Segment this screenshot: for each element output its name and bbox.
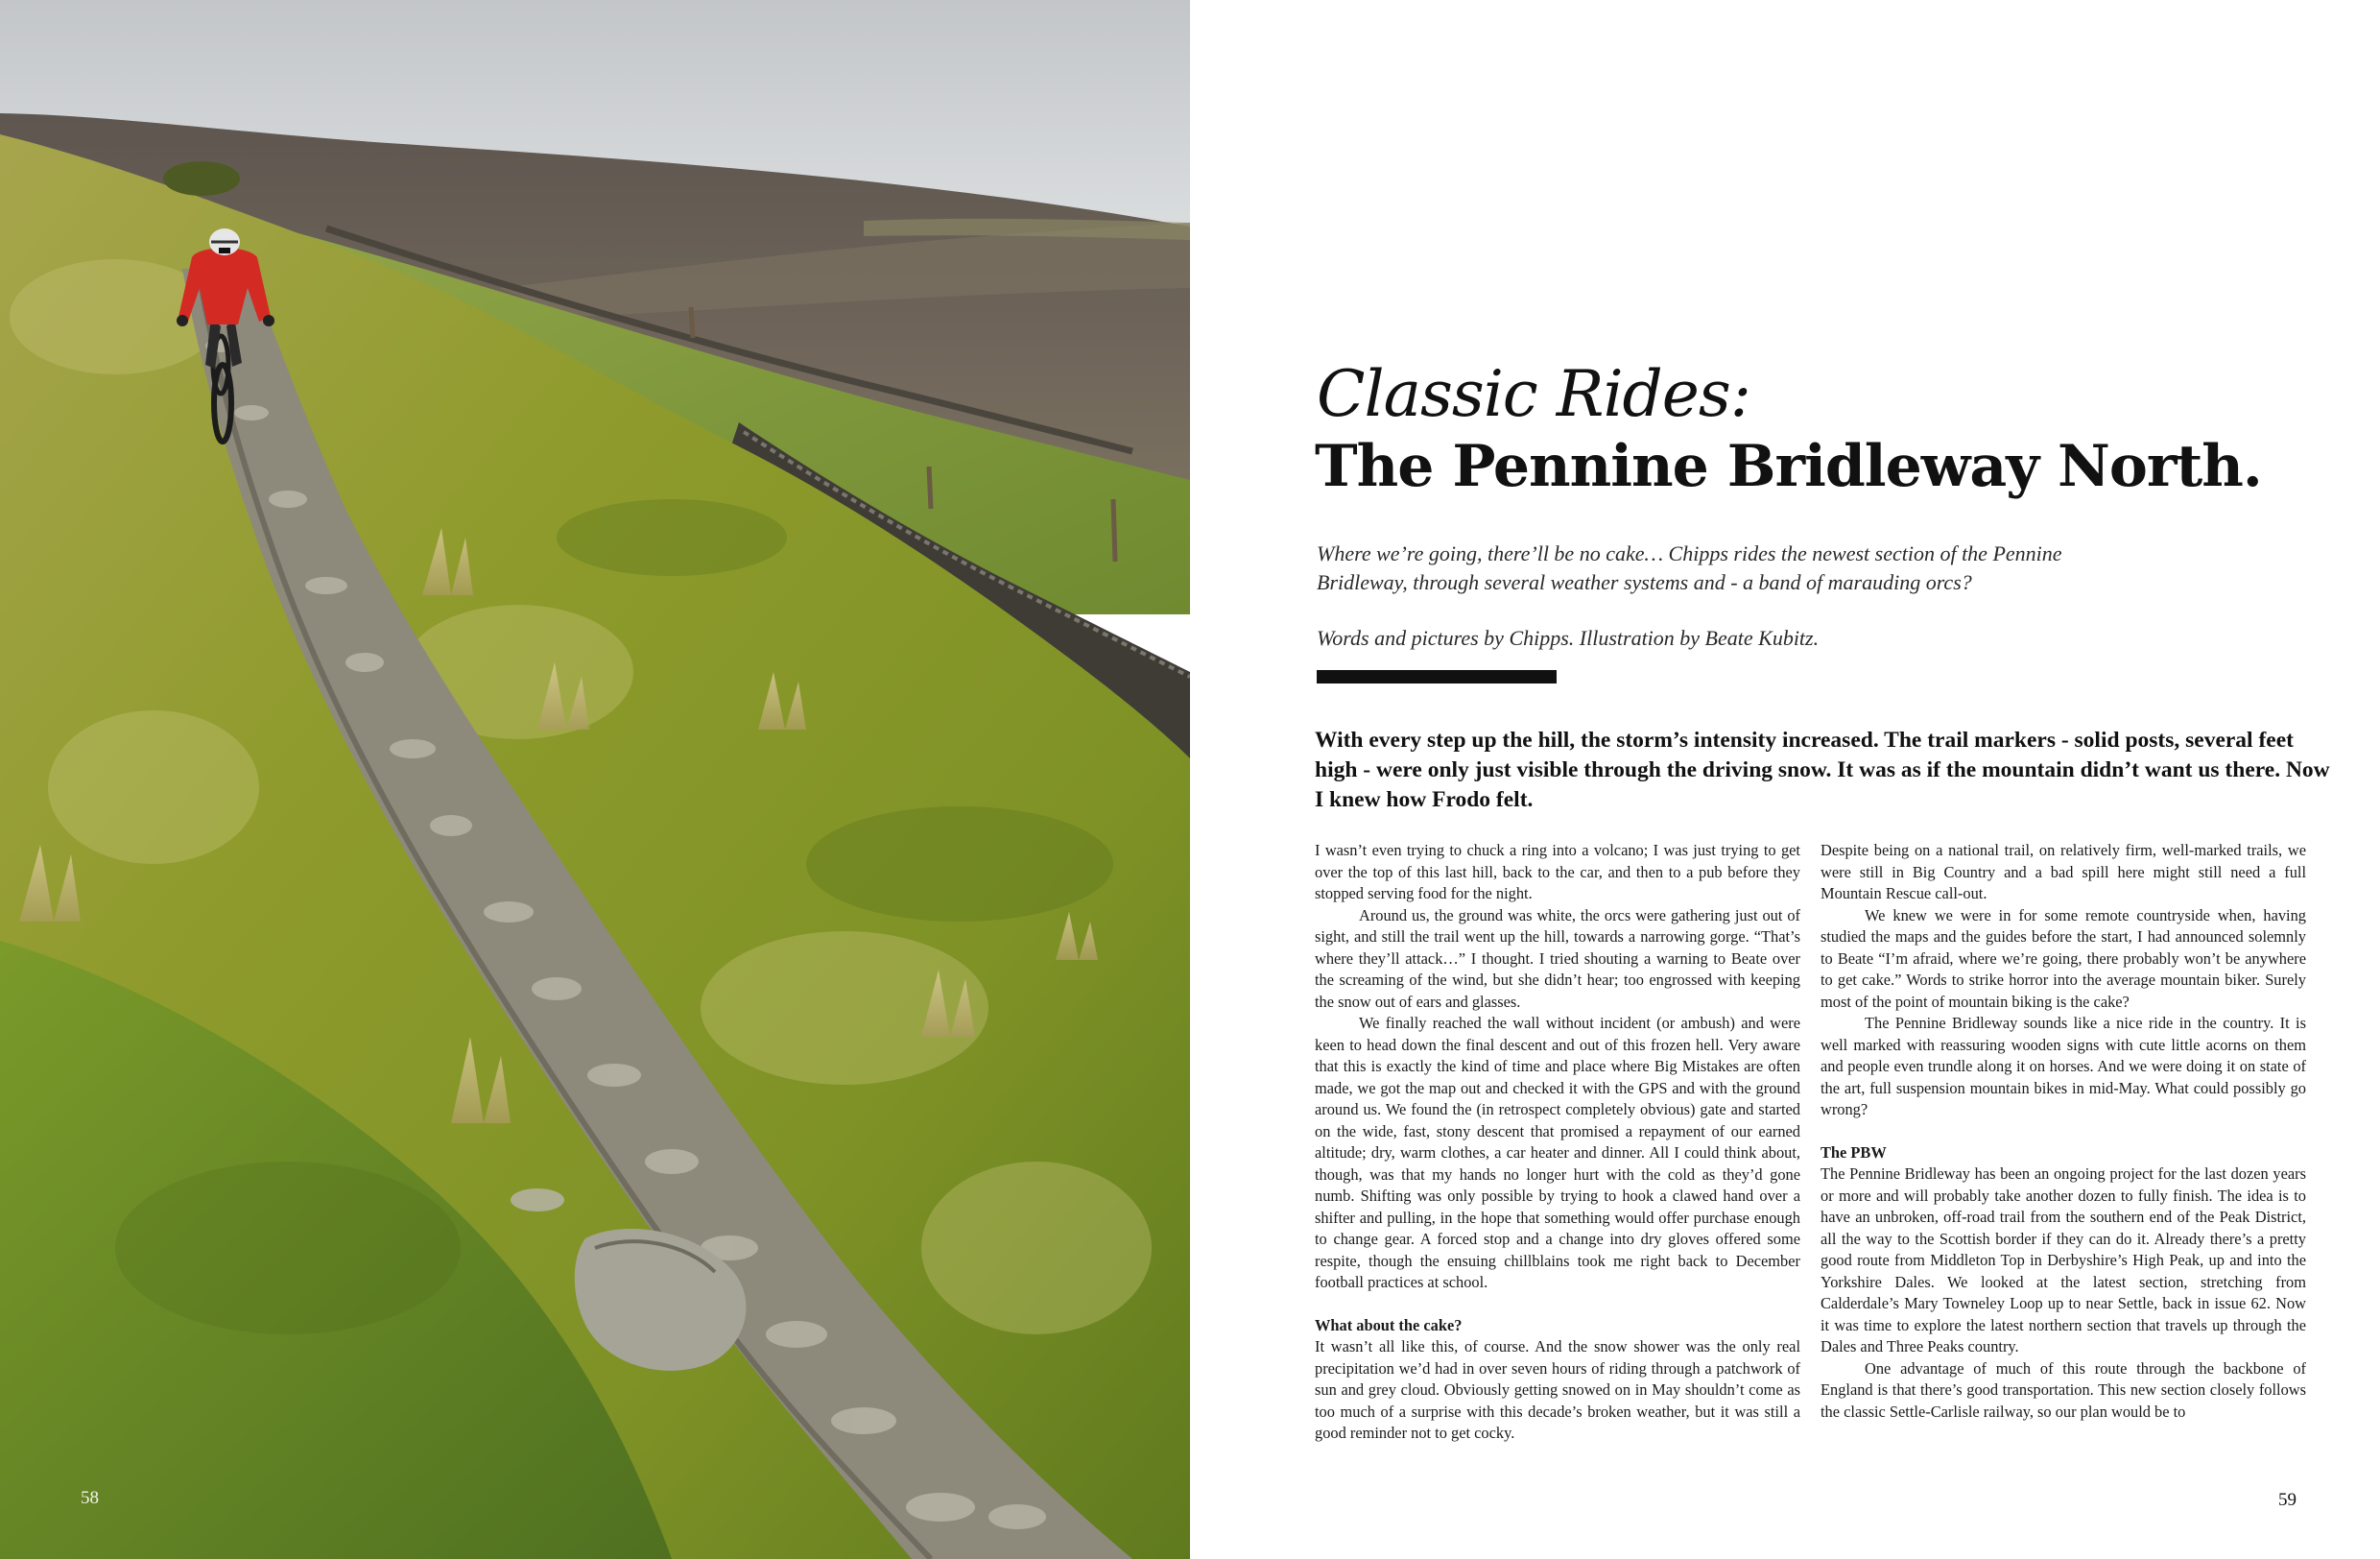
body-paragraph: Despite being on a national trail, on relatively firm, well-marked trails, we were still in Big Country and a bad spill here might still need a full Mountain Rescue call-out.	[1821, 841, 2306, 902]
body-paragraph: The Pennine Bridleway has been an ongoing project for the last dozen years or more and will probably take another dozen to fully finish. The idea is to have an unbroken, off-road trail from the southern end of the Peak District, all the way to the Scottish border if they can do it. Already there’s a pretty good route from Middleton Top in Derbyshire’s High Peak, up and into the Yorkshire Dales. We looked at the latest section, stretching from Calderdale’s Mary Towneley Loop up to near Settle, back in issue 62. Now it was time to explore the latest northern section that travels up through the Dales and Three Peaks country.	[1821, 1164, 2306, 1355]
body-paragraph: We knew we were in for some remote countryside when, having studied the maps and the guides before the start, I had announced solemnly to Beate “I’m afraid, where we’re going, there probably won’t be anywhere to get cake.” Words to strike horror into the average mountain biker. Surely most of the point of mountain biking is the cake?	[1821, 905, 2306, 1011]
body-paragraph: We finally reached the wall without incident (or ambush) and were keen to head down the final descent and out of this frozen hell. Very aware that this is exactly the kind of time and place where Big Mistakes are often made, we got the map out and checked it with the GPS and with the ground around us. We found the (in retrospect completely obvious) gate and started on the wide, fast, stony descent that promised a repayment of our earned altitude; dry, warm clothes, a car heater and dinner. All I could think about, though, was that my hands no longer hurt with the cold as they’d gone numb. Shifting was only possible by trying to hook a clawed hand over a shifter and pulling, in the hope that something would offer purchase enough to change gear. A forced stop and a change into dry gloves offered some respite, though the ensuing chillblains took me right back to December football practices at school.	[1315, 1014, 1800, 1291]
body-paragraph: Around us, the ground was white, the orcs were gathering just out of sight, and still the trail went up the hill, towards a narrowing gorge. “That’s where they’ll attack…” I thought. I tried shouting a warning to Beate over the screaming of the wind, but she didn’t hear; too engrossed with keeping the snow out of ears and glasses.	[1315, 905, 1800, 1011]
article-title: The Pennine Bridleway North.	[1315, 433, 2262, 500]
body-column-2	[1821, 840, 2306, 1423]
body-paragraph: One advantage of much of this route through the backbone of England is that there’s good transportation. This new section closely follows the classic Settle-Carlisle railway, so our plan would be to	[1821, 1358, 2306, 1421]
article-kicker: Classic Rides:	[1317, 357, 1750, 431]
section-heading-pbw: The PBW	[1821, 1142, 1887, 1162]
body-paragraph: The Pennine Bridleway sounds like a nice ride in the country. It is well marked with reassuring wooden signs with cute little acorns on them and people even trundle along it on horses. And we were doing it on state of the art, full suspension mountain bikes in mid-May. What could possibly go wrong?	[1821, 1014, 2306, 1118]
text-page	[1190, 0, 2380, 1559]
article-intro: With every step up the hill, the storm’s intensity increased. The trail markers - solid posts, several feet high - were only just visible through the driving snow. It was as if the mountain didn’t want us there. Now I knew how Frodo felt.	[1315, 728, 2330, 812]
body-column-1	[1315, 840, 1800, 1445]
article-standfirst: Where we’re going, there’ll be no cake… Chipps rides the newest section of the Pennine Bridleway, through several weather systems and - a band of marauding orcs?	[1317, 541, 2062, 594]
page-number-right: 59	[2278, 1490, 2297, 1510]
body-paragraph: I wasn’t even trying to chuck a ring into a volcano; I was just trying to get over the top of this last hill, back to the car, and then to a pub before they stopped serving food for the night.	[1315, 841, 1800, 902]
section-heading-cake: What about the cake?	[1315, 1315, 1463, 1334]
article-credits: Words and pictures by Chipps. Illustration by Beate Kubitz.	[1317, 626, 1820, 650]
title-rule-bar	[1317, 670, 1557, 684]
page-number-left: 58	[81, 1488, 99, 1508]
body-paragraph: It wasn’t all like this, of course. And the snow shower was the only real precipitation we’d had in over seven hours of riding through a patchwork of sun and grey cloud. Obviously getting snowed on in May shouldn’t come as too much of a surprise with this decade’s broken weather, but it was still a good reminder not to get cocky.	[1315, 1337, 1800, 1442]
section-gap	[1315, 1294, 1800, 1315]
section-gap	[1821, 1121, 2306, 1142]
